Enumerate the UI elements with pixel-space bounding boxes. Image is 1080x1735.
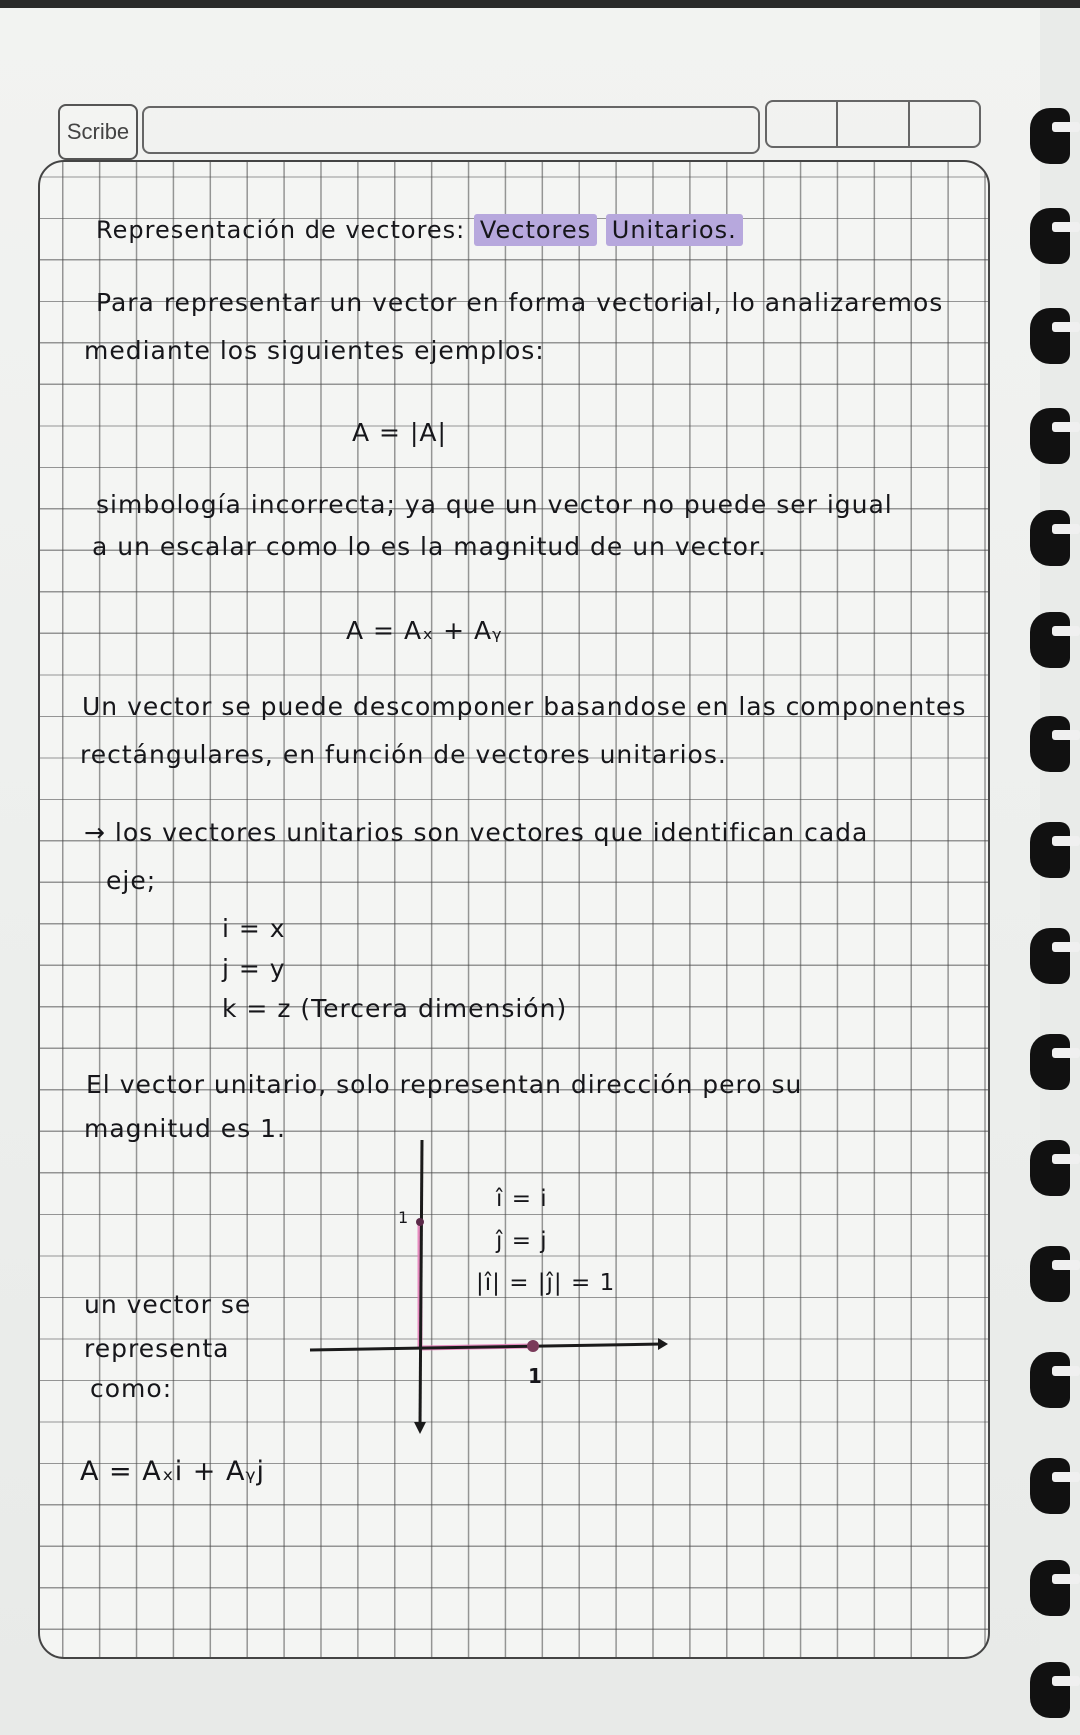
spiral-ring (1030, 1458, 1080, 1516)
side-note-line-3: como: (90, 1374, 173, 1403)
equation-1: A = |A| (352, 418, 447, 447)
date-box (910, 102, 979, 146)
date-box (838, 102, 909, 146)
y-unit-point (416, 1218, 424, 1226)
title-prefix: Representación de vectores: (96, 216, 466, 244)
spiral-ring (1030, 822, 1080, 880)
paragraph-5-line-2: magnitud es 1. (84, 1114, 287, 1143)
spiral-ring (1030, 1560, 1080, 1618)
spiral-ring (1030, 108, 1080, 166)
paragraph-3-line-1: Un vector se puede descomponer basandose en las componentes (82, 692, 967, 721)
brand-logo (58, 104, 138, 160)
page-top-edge (0, 0, 1080, 8)
unit-vector-diagram (300, 1130, 680, 1440)
x-axis-arrow-icon (658, 1338, 668, 1350)
spiral-ring (1030, 716, 1080, 774)
paragraph-2-line-2: a un escalar como lo es la magnitud de un vector. (92, 532, 767, 561)
paragraph-4-line-2: eje; (106, 866, 157, 895)
page-title (96, 216, 743, 244)
date-box (767, 102, 838, 146)
brand-label: Scribe (66, 119, 130, 144)
paragraph-1-line-1: Para representar un vector en forma vectorial, lo analizaremos (96, 288, 944, 317)
y-tick-label: 1 (398, 1208, 410, 1227)
equation-3: A = Aₓi + Aᵧj (80, 1456, 266, 1487)
header-date-boxes (765, 100, 981, 148)
spiral-ring (1030, 1034, 1080, 1092)
spiral-ring (1030, 308, 1080, 366)
axis-definition-k: k = z (Tercera dimensión) (222, 994, 568, 1023)
y-axis-arrow-icon (414, 1422, 426, 1434)
paragraph-4-line-1: → los vectores unitarios son vectores que identifican cada (84, 818, 869, 847)
paragraph-3-line-2: rectángulares, en función de vectores unitarios. (80, 740, 727, 769)
title-highlight-unitarios: Unitarios. (606, 214, 743, 246)
paragraph-2-line-1: simbología incorrecta; ya que un vector no puede ser igual (96, 490, 893, 519)
axis-definition-j: j = y (222, 954, 286, 983)
spiral-ring (1030, 1662, 1080, 1720)
spiral-ring (1030, 928, 1080, 986)
axis-definition-i: i = x (222, 914, 286, 943)
spiral-ring (1030, 510, 1080, 568)
spiral-ring (1030, 1352, 1080, 1410)
diagram-note-i-hat: î = i (496, 1186, 548, 1212)
side-note-line-2: representa (84, 1334, 230, 1363)
header-title-field (142, 106, 760, 154)
spiral-ring (1030, 612, 1080, 670)
y-axis (420, 1140, 422, 1428)
x-unit-point (527, 1340, 539, 1352)
spiral-ring (1030, 208, 1080, 266)
x-tick-label: 1 (528, 1364, 543, 1388)
paragraph-1-line-2: mediante los siguientes ejemplos: (84, 336, 545, 365)
spiral-ring (1030, 408, 1080, 466)
diagram-note-j-hat: ĵ = j (496, 1228, 548, 1254)
side-note-line-1: un vector se (84, 1290, 252, 1319)
title-highlight-vectores: Vectores (474, 214, 597, 246)
spiral-ring (1030, 1140, 1080, 1198)
diagram-note-magnitudes: |î| = |ĵ| = 1 (476, 1270, 616, 1296)
equation-2: A = Aₓ + Aᵧ (346, 616, 503, 645)
paragraph-5-line-1: El vector unitario, solo representan dirección pero su (86, 1070, 803, 1099)
spiral-ring (1030, 1246, 1080, 1304)
